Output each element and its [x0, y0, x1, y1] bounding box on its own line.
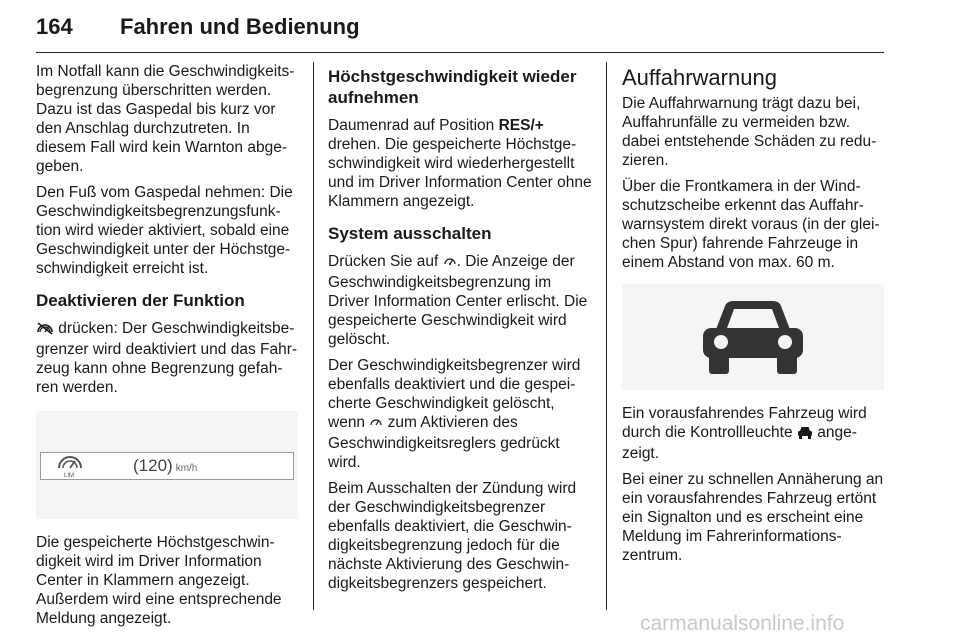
- res-plus-label: RES/+: [498, 117, 544, 134]
- paragraph-text: drücken: Der Geschwindigkeitsbegrenzer wird deaktiviert und das Fahrzeug kann ohne Begrenzung gefahren werden.: [36, 320, 298, 396]
- section-title-collision-warning: Auffahrwarnung: [622, 65, 777, 90]
- page-title: Fahren und Bedienung: [120, 14, 360, 39]
- paragraph-text: Ein vorausfahrendes Fahrzeug wird durch die Kontrollleuchte: [622, 405, 867, 441]
- paragraph: Die Auffahrwarnung trägt dazu bei, Auffahrunfälle zu vermeiden bzw. dabei entstehende Schäden zu reduzieren.: [622, 95, 877, 169]
- paragraph-text: angezeigt.: [622, 424, 857, 462]
- paragraph: [622, 404, 886, 463]
- column-3: [622, 62, 886, 572]
- front-car-icon: [689, 298, 817, 376]
- column-2: [328, 62, 592, 600]
- section-heading-deactivate: Deaktivieren der Funktion: [36, 291, 245, 310]
- column-1: [36, 62, 298, 635]
- paragraph: Über die Frontkamera in der Windschutzscheibe erkennt das Auffahrwarnsystem direkt voraus (in der gleichen Spur) fahrende Fahrzeuge in einem Abstand von max. 60 m.: [622, 178, 880, 271]
- stored-speed-value: [133, 456, 197, 478]
- page-number: 164: [36, 14, 73, 39]
- vehicle-ahead-icon: [797, 425, 813, 444]
- speed-limiter-icon: [55, 454, 85, 483]
- paragraph-text: Drücken Sie auf: [328, 253, 443, 270]
- speed-value: (120): [133, 456, 173, 475]
- speed-limit-bar: [40, 452, 294, 480]
- cruise-control-icon: [369, 415, 383, 434]
- column-divider-1: [313, 62, 314, 610]
- paragraph: [328, 356, 592, 472]
- paragraph: Beim Ausschalten der Zündung wird der Geschwindigkeitsbegrenzer ebenfalls deaktiviert, die Geschwindigkeitsbegrenzung jedoch für die nächste Aktivierung des Geschwindigkeitsbegrenzers gespeichert.: [328, 480, 577, 592]
- watermark: carmanualsonline.info: [640, 612, 845, 635]
- page-header: [36, 12, 884, 53]
- speed-unit: km/h: [175, 463, 198, 474]
- speed-limit-display-figure: [36, 411, 298, 519]
- paragraph-text: . Die Anzeige der Geschwindigkeitsbegrenzung im Driver Information Center erlischt. Die gespeicherte Geschwindigkeit wird gelöscht.: [328, 253, 588, 348]
- paragraph-text: drehen. Die gespeicherte Höchstgeschwindigkeit wird wiederhergestellt und im Driver Information Center ohne Klammern angezeigt.: [328, 136, 592, 210]
- paragraph: Bei einer zu schnellen Annäherung an ein vorausfahrendes Fahrzeug ertönt ein Signalton und es erscheint eine Meldung im Fahrerinformationszentrum.: [622, 471, 884, 564]
- lim-label: LIM: [64, 473, 75, 478]
- paragraph: Die gespeicherte Höchstgeschwindigkeit wird im Driver Information Center in Klammern angezeigt. Außerdem wird eine entsprechende Meldung angezeigt.: [36, 534, 282, 627]
- column-divider-2: [606, 62, 607, 610]
- paragraph: Den Fuß vom Gaspedal nehmen: Die Geschwindigkeitsbegrenzungsfunktion wird wieder aktiviert, sobald eine Geschwindigkeit unter der Höchstgeschwindigkeit erreicht ist.: [36, 184, 293, 277]
- section-heading-resume: Höchstgeschwindigkeit wieder aufnehmen: [328, 67, 577, 107]
- paragraph-text: Daumenrad auf Position: [328, 117, 499, 134]
- paragraph: [328, 116, 592, 211]
- paragraph: [328, 252, 592, 349]
- vehicle-ahead-figure: [622, 284, 884, 390]
- paragraph: [36, 319, 298, 397]
- speed-limiter-off-icon: [36, 321, 54, 340]
- speed-limiter-icon: [443, 254, 457, 273]
- section-heading-system-off: System ausschalten: [328, 224, 492, 243]
- paragraph: Im Notfall kann die Geschwindigkeitsbegrenzung überschritten werden. Dazu ist das Gaspedal bis kurz vor den Anschlag durchzutreten. In diesem Fall wird kein Warnton abgegeben.: [36, 63, 295, 175]
- paragraph-text: Der Geschwindigkeitsbegrenzer wird ebenfalls deaktiviert und die gespeicherte Geschwindigkeit gelöscht, wenn: [328, 357, 581, 431]
- paragraph-text: zum Aktivieren des Geschwindigkeitsreglers gedrückt wird.: [328, 414, 560, 471]
